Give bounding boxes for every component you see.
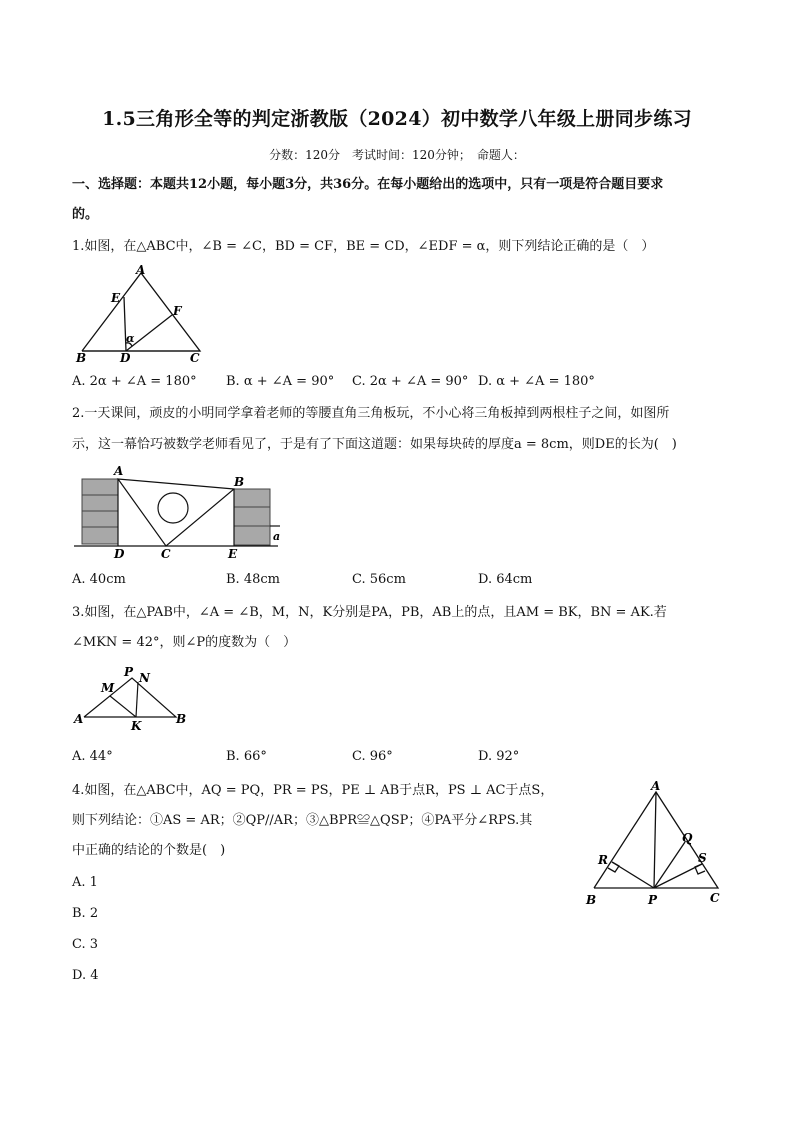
q1-label-b: B [76, 351, 87, 365]
q2-plate-hole [158, 493, 188, 523]
q4-label-b: B [586, 893, 597, 907]
q4-label-a: A [651, 779, 661, 793]
q1-option-c[interactable]: C. 2α + ∠A = 90° [352, 374, 469, 389]
q3-label-n: N [139, 671, 150, 685]
q1-option-a[interactable]: A. 2α + ∠A = 180° [72, 374, 197, 389]
q2-option-b[interactable]: B. 48cm [226, 572, 280, 587]
q3-label-a: A [74, 712, 84, 726]
q4-stem-line3: 中正确的结论的个数是( ) [72, 843, 226, 858]
q1-stem: 1.如图，在△ABC中，∠B = ∠C，BD = CF，BE = CD，∠EDF = α，则下列结论正确的是（ ） [72, 239, 655, 254]
q4-label-c: C [710, 891, 720, 905]
q1-option-d[interactable]: D. α + ∠A = 180° [478, 374, 595, 389]
q3-option-c[interactable]: C. 96° [352, 749, 393, 764]
q4-label-r: R [598, 853, 608, 867]
q3-stem-line1: 3.如图，在△PAB中，∠A = ∠B，M，N，K分别是PA，PB，AB上的点，且AM = BK，BN = AK.若 [72, 605, 667, 620]
q1-label-d: D [120, 351, 131, 365]
q2-option-c[interactable]: C. 56cm [352, 572, 406, 587]
page-title: 1.5三角形全等的判定浙教版（2024）初中数学八年级上册同步练习 [102, 108, 692, 130]
exam-meta: 分数：120分 考试时间：120分钟； 命题人： [269, 148, 525, 162]
q4-label-p: P [648, 893, 658, 907]
q2-label-b: B [234, 475, 245, 489]
q2-brick [82, 479, 118, 495]
q3-label-k: K [131, 719, 142, 733]
q1-option-b[interactable]: B. α + ∠A = 90° [226, 374, 335, 389]
q2-option-d[interactable]: D. 64cm [478, 572, 533, 587]
q4-option-a[interactable]: A. 1 [72, 875, 98, 890]
q3-triangle-pab [84, 678, 176, 717]
q4-stem-line1: 4.如图，在△ABC中，AQ = PQ，PR = PS，PE ⊥ AB于点R，PS ⊥ AC于点S， [72, 783, 554, 798]
q2-option-a[interactable]: A. 40cm [72, 572, 126, 587]
q4-segment-ap [654, 792, 656, 888]
q4-label-q: Q [682, 831, 693, 845]
q2-label-a: A [114, 464, 124, 478]
q3-label-p: P [124, 665, 134, 679]
q1-label-a: A [136, 263, 146, 277]
q2-label-d: D [114, 547, 125, 561]
q2-stem-line1: 2.一天课间，顽皮的小明同学拿着老师的等腰直角三角板玩，不小心将三角板掉到两根柱子之间，如图所 [72, 406, 670, 421]
q4-segment-pq [654, 842, 685, 888]
q4-option-b[interactable]: B. 2 [72, 906, 99, 921]
q3-label-m: M [101, 681, 115, 695]
q3-option-b[interactable]: B. 66° [226, 749, 267, 764]
q2-label-e: E [228, 547, 238, 561]
section-heading-line2: 的。 [72, 207, 99, 222]
q2-brick [234, 507, 270, 526]
q3-segment-kn [136, 682, 138, 717]
section-heading-line1: 一、选择题：本题共12小题，每小题3分，共36分。在每小题给出的选项中，只有一项是符合题目要求 [72, 177, 664, 192]
q1-label-f: F [173, 304, 182, 318]
q2-brick [82, 495, 118, 511]
q2-brick [234, 489, 270, 507]
q4-option-c[interactable]: C. 3 [72, 937, 99, 952]
q2-label-c: C [161, 547, 171, 561]
q4-figure [578, 778, 726, 912]
q4-option-d[interactable]: D. 4 [72, 968, 99, 983]
q2-stem-line2: 示，这一幕恰巧被数学老师看见了，于是有了下面这道题：如果每块砖的厚度a = 8cm，则DE的长为( ) [72, 437, 677, 452]
q2-brick [82, 527, 118, 544]
q3-stem-line2: ∠MKN = 42°，则∠P的度数为（ ） [72, 635, 297, 650]
q2-triangle-plate [118, 479, 234, 546]
q3-segment-mk [110, 696, 136, 717]
q3-option-a[interactable]: A. 44° [72, 749, 113, 764]
q4-stem-line2: 则下列结论：①AS = AR；②QP//AR；③△BPR≌△QSP；④PA平分∠RPS.其 [72, 813, 533, 828]
q2-figure [72, 462, 292, 566]
q3-figure [72, 664, 198, 734]
q2-brick [234, 526, 270, 545]
q2-brick [82, 511, 118, 527]
q3-option-d[interactable]: D. 92° [478, 749, 520, 764]
q1-label-e: E [111, 291, 121, 305]
q1-label-c: C [190, 351, 200, 365]
q2-label-a-thickness: a [273, 530, 281, 543]
q1-label-alpha: α [126, 332, 135, 345]
q3-label-b: B [176, 712, 187, 726]
q4-label-s: S [698, 851, 707, 865]
q1-figure [72, 260, 212, 368]
